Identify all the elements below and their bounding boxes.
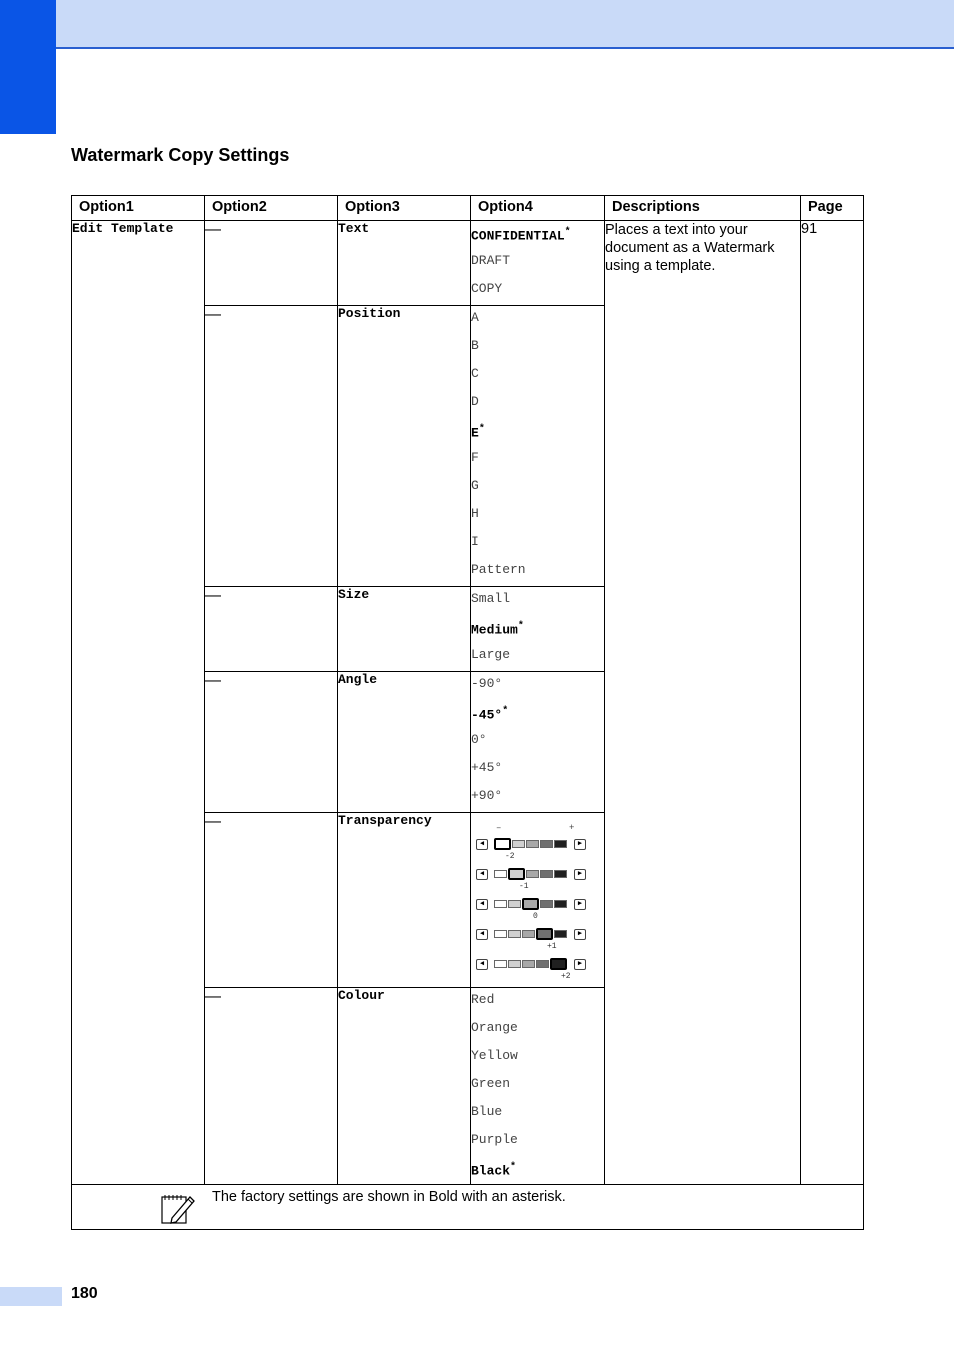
slider-segment <box>512 840 525 848</box>
option3-cell: Size <box>338 587 471 672</box>
option-value <box>471 221 604 249</box>
option-value <box>471 988 604 1016</box>
option-value <box>471 587 604 615</box>
left-arrow-icon: ◀ <box>476 899 488 910</box>
header-page: Page <box>801 196 864 221</box>
option-value <box>471 418 604 446</box>
option3-cell: Position <box>338 306 471 587</box>
slider-segment <box>554 870 567 878</box>
default-marker: * <box>502 706 509 717</box>
slider-segment-selected <box>508 868 525 880</box>
transparency-slider <box>476 867 604 881</box>
option-value-label: A <box>471 310 479 325</box>
slider-step-value: +2 <box>561 972 571 981</box>
slider-segment <box>526 840 539 848</box>
header-descriptions: Descriptions <box>605 196 801 221</box>
plus-label: + <box>569 823 575 833</box>
slider-segment <box>494 960 507 968</box>
slider-segment <box>508 900 521 908</box>
option-value-label: F <box>471 450 479 465</box>
slider-bar <box>494 898 568 910</box>
option-value <box>471 615 604 643</box>
option2-cell: — <box>205 587 338 672</box>
option-value <box>471 1100 604 1128</box>
right-arrow-icon: ▶ <box>574 869 586 880</box>
option4-cell <box>471 988 605 1185</box>
option4-cell <box>471 306 605 587</box>
description-cell: Places a text into your document as a Watermark using a template. <box>605 221 801 1185</box>
option2-cell: — <box>205 306 338 587</box>
page-ref-cell: 91 <box>801 221 864 1185</box>
option-value-label: -45° <box>471 707 503 723</box>
slider-bar <box>494 928 568 940</box>
option-value <box>471 558 604 586</box>
option3-cell: Angle <box>338 672 471 813</box>
option-value-label: CONFIDENTIAL <box>471 228 565 244</box>
header-option3: Option3 <box>338 196 471 221</box>
option-value <box>471 672 604 700</box>
option-value-label: D <box>471 394 479 409</box>
option-value-label: Large <box>471 647 511 662</box>
slider-segment <box>508 930 521 938</box>
note-cell <box>72 1185 864 1230</box>
left-arrow-icon: ◀ <box>476 959 488 970</box>
option3-cell: Transparency <box>338 813 471 988</box>
header-option4: Option4 <box>471 196 605 221</box>
option-value-label: E <box>471 425 479 441</box>
option-value <box>471 446 604 474</box>
slider-segment-selected <box>550 958 567 970</box>
left-arrow-icon: ◀ <box>476 869 488 880</box>
right-arrow-icon: ▶ <box>574 899 586 910</box>
option-value <box>471 306 604 334</box>
option4-cell <box>471 672 605 813</box>
option-value-label: Blue <box>471 1104 503 1119</box>
right-arrow-icon: ▶ <box>574 929 586 940</box>
default-marker: * <box>478 424 485 435</box>
option-value-label: Orange <box>471 1020 518 1035</box>
slider-bar <box>494 838 568 850</box>
option-value <box>471 1072 604 1100</box>
option-value <box>471 756 604 784</box>
option-value <box>471 474 604 502</box>
option-value <box>471 643 604 671</box>
option-value-label: Pattern <box>471 562 526 577</box>
pencil-note-icon <box>160 1191 196 1225</box>
option-value-label: Purple <box>471 1132 518 1147</box>
default-marker: * <box>517 621 524 632</box>
left-arrow-icon: ◀ <box>476 929 488 940</box>
option-value-label: Yellow <box>471 1048 518 1063</box>
option-value-label: COPY <box>471 281 503 296</box>
option-value-label: DRAFT <box>471 253 511 268</box>
option-value <box>471 728 604 756</box>
note-row <box>72 1185 864 1230</box>
slider-segment <box>494 870 507 878</box>
slider-step-label <box>476 971 604 987</box>
option-value <box>471 249 604 277</box>
option-value-label: -90° <box>471 676 503 691</box>
option3-cell: Text <box>338 221 471 306</box>
slider-segment <box>540 870 553 878</box>
option3-cell: Colour <box>338 988 471 1185</box>
footer-band <box>0 1287 62 1306</box>
slider-bar <box>494 958 568 970</box>
slider-segment <box>554 840 567 848</box>
slider-step-label <box>476 911 604 927</box>
slider-segment-selected <box>522 898 539 910</box>
option-value-label: Red <box>471 992 495 1007</box>
option-value-label: H <box>471 506 479 521</box>
slider-step-value: -1 <box>519 882 529 891</box>
option-value <box>471 530 604 558</box>
slider-segment <box>522 930 535 938</box>
option4-cell <box>471 221 605 306</box>
option-value-label: C <box>471 366 479 381</box>
option1-cell: Edit Template <box>72 221 205 1185</box>
table-row <box>72 221 864 306</box>
option-value-label: Small <box>471 591 511 606</box>
option-value <box>471 277 604 305</box>
option-value-label: B <box>471 338 479 353</box>
option-value-label: I <box>471 534 479 549</box>
chapter-tab <box>0 0 56 134</box>
slider-segment <box>526 870 539 878</box>
slider-bar <box>494 868 568 880</box>
right-arrow-icon: ▶ <box>574 959 586 970</box>
default-marker: * <box>564 227 571 238</box>
header-band <box>0 0 954 49</box>
minus-label: – <box>496 823 502 833</box>
slider-segment <box>522 960 535 968</box>
option-value <box>471 390 604 418</box>
slider-segment <box>494 930 507 938</box>
transparency-slider <box>476 897 604 911</box>
transparency-slider <box>476 957 604 971</box>
option4-cell <box>471 587 605 672</box>
slider-segment <box>494 900 507 908</box>
option4-cell <box>471 813 605 988</box>
left-arrow-icon: ◀ <box>476 839 488 850</box>
slider-segment-selected <box>494 838 511 850</box>
slider-step-value: 0 <box>533 912 538 921</box>
default-marker: * <box>510 1162 517 1173</box>
slider-segment <box>554 930 567 938</box>
option-value-label: +45° <box>471 760 503 775</box>
option-value <box>471 1156 604 1184</box>
slider-step-label <box>476 851 604 867</box>
slider-segment-selected <box>536 928 553 940</box>
slider-step-label <box>476 941 604 957</box>
header-option1: Option1 <box>72 196 205 221</box>
option-value-label: +90° <box>471 788 503 803</box>
right-arrow-icon: ▶ <box>574 839 586 850</box>
slider-segment <box>554 900 567 908</box>
section-title: Watermark Copy Settings <box>71 145 290 165</box>
slider-scale-labels <box>476 825 604 837</box>
option-value <box>471 362 604 390</box>
slider-segment <box>540 840 553 848</box>
option2-cell: — <box>205 813 338 988</box>
slider-step-label <box>476 881 604 897</box>
slider-step-value: +1 <box>547 942 557 951</box>
option-value <box>471 1044 604 1072</box>
option-value-label: Medium <box>471 622 518 638</box>
option2-cell: — <box>205 221 338 306</box>
transparency-sliders <box>471 813 604 987</box>
slider-segment <box>508 960 521 968</box>
option-value <box>471 1016 604 1044</box>
header-option2: Option2 <box>205 196 338 221</box>
slider-step-value: -2 <box>505 852 515 861</box>
page-number: 180 <box>71 1285 98 1302</box>
note-text: The factory settings are shown in Bold with an asterisk. <box>212 1189 566 1205</box>
option-value-label: G <box>471 478 479 493</box>
option-value-label: Black <box>471 1163 511 1179</box>
slider-segment <box>540 900 553 908</box>
option-value <box>471 784 604 812</box>
option-value <box>471 1128 604 1156</box>
option-value <box>471 700 604 728</box>
option2-cell: — <box>205 672 338 813</box>
transparency-slider <box>476 837 604 851</box>
option2-cell: — <box>205 988 338 1185</box>
option-value-label: 0° <box>471 732 487 747</box>
table-header-row <box>72 196 864 221</box>
transparency-slider <box>476 927 604 941</box>
settings-table <box>71 195 864 1230</box>
option-value <box>471 502 604 530</box>
slider-segment <box>536 960 549 968</box>
option-value <box>471 334 604 362</box>
option-value-label: Green <box>471 1076 511 1091</box>
